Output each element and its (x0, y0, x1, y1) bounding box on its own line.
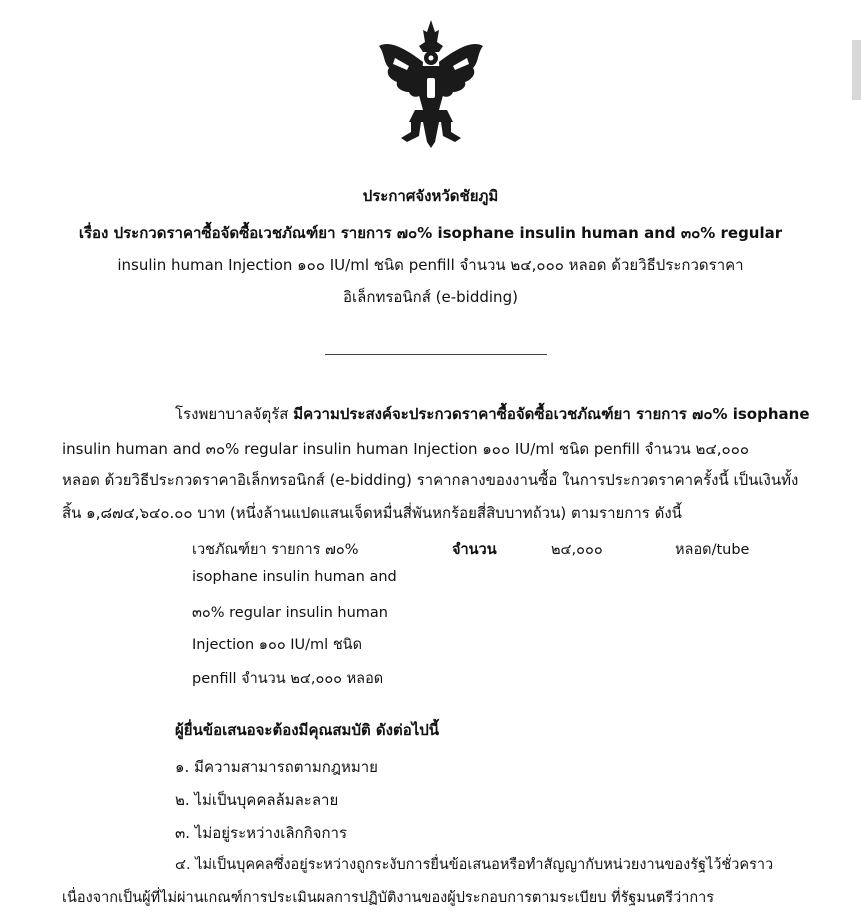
paragraph-1-line-4: สิ้น ๑,๘๗๔,๖๔๐.๐๐ บาท (หนึ่งล้านแปดแสนเจ็ดหมื่นสี่พันหกร้อยสี่สิบบาทถ้วน) ตามรายการ ดังนี้ (62, 504, 682, 522)
paragraph-1-line-1 (175, 402, 810, 426)
qualifications-heading: ผู้ยื่นข้อเสนอจะต้องมีคุณสมบัติ ดังต่อไปนี้ (175, 721, 440, 739)
qualification-item-3: ๓. ไม่อยู่ระหว่างเลิกกิจการ (175, 824, 348, 842)
qualification-continuation: เนื่องจากเป็นผู้ที่ไม่ผ่านเกณฑ์การประเมินผลการปฏิบัติงานของผู้ประกอบการตามระเบียบ ที่รัฐมนตรีว่าการ (62, 890, 715, 906)
intent-text: มีความประสงค์จะประกวดราคาซื้อจัดซื้อเวชภัณฑ์ยา รายการ ๗๐% isophane (293, 405, 810, 423)
qualification-item-1: ๑. มีความสามารถตามกฎหมาย (175, 758, 378, 776)
subject-line-2: insulin human Injection ๑๐๐ IU/ml ชนิด penfill จำนวน ๒๔,๐๐๐ หลอด ด้วยวิธีประกวดราคา (117, 256, 744, 274)
item-line-4: Injection ๑๐๐ IU/ml ชนิด (192, 637, 362, 653)
announcement-title: ประกาศจังหวัดชัยภูมิ (362, 187, 499, 205)
qualification-item-4: ๔. ไม่เป็นบุคคลซึ่งอยู่ระหว่างถูกระงับการยื่นข้อเสนอหรือทำสัญญากับหน่วยงานของรัฐไว้ชั่วคราว (175, 857, 774, 873)
paragraph-1-line-2: insulin human and ๓๐% regular insulin human Injection ๑๐๐ IU/ml ชนิด penfill จำนวน ๒๔,๐๐๐ (62, 440, 750, 458)
garuda-emblem-icon (375, 18, 487, 150)
subject-line-3: อิเล็กทรอนิกส์ (e-bidding) (343, 288, 518, 306)
paragraph-1-line-3: หลอด ด้วยวิธีประกวดราคาอิเล็กทรอนิกส์ (e-bidding) ราคากลางของงานซื้อ ในการประกวดราคาครั้งนี้ เป็นเงินทั้ง (62, 471, 799, 489)
item-line-2: isophane insulin human and (192, 569, 397, 585)
quantity-value: ๒๔,๐๐๐ (551, 542, 603, 558)
subject-line-1: เรื่อง ประกวดราคาซื้อจัดซื้อเวชภัณฑ์ยา รายการ ๗๐% isophane insulin human and ๓๐% regular (78, 224, 783, 242)
qualification-item-2: ๒. ไม่เป็นบุคคลล้มละลาย (175, 791, 339, 809)
title-divider (325, 354, 547, 355)
hospital-name: โรงพยาบาลจัตุรัส (175, 405, 294, 423)
item-line-5: penfill จำนวน ๒๔,๐๐๐ หลอด (192, 671, 384, 687)
quantity-label: จำนวน (452, 542, 497, 558)
quantity-unit: หลอด/tube (675, 542, 750, 558)
item-line-1: เวชภัณฑ์ยา รายการ ๗๐% (192, 542, 359, 558)
scan-edge-shadow (852, 40, 861, 100)
item-line-3: ๓๐% regular insulin human (192, 605, 388, 621)
